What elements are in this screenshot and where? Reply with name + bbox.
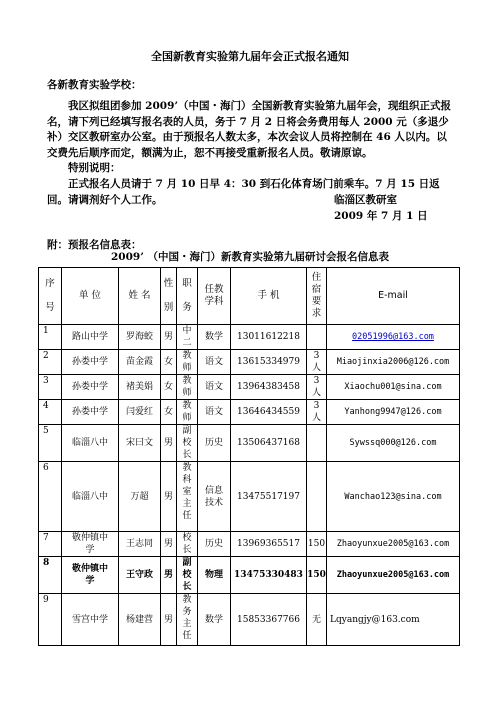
cell-gender: 女 [161, 350, 177, 375]
cell-lodging: 无 [307, 594, 327, 646]
cell-duty: 副 校 长 [177, 425, 198, 462]
cell-phone: 13011612218 [231, 325, 307, 350]
cell-unit: 敬仲镇中 学 [62, 557, 119, 594]
cell-no: 3 [39, 375, 62, 400]
cell-phone: 13506437168 [231, 425, 307, 462]
header-no: 序 号 [39, 268, 62, 325]
cell-unit: 孙娄中学 [62, 375, 119, 400]
cell-no: 5 [39, 425, 62, 462]
cell-phone: 13475330483 [231, 557, 307, 594]
cell-name: 王志同 [119, 532, 161, 557]
cell-subject: 历史 [198, 425, 231, 462]
signature-date: 2009 年 7 月 1 日 [334, 210, 428, 222]
cell-lodging [307, 425, 327, 462]
header-duty: 职 务 [177, 268, 198, 325]
cell-email: Wanchao123@sina.com [327, 462, 460, 532]
cell-subject: 物理 [198, 557, 231, 594]
cell-subject: 数学 [198, 325, 231, 350]
cell-lodging: 150 [307, 557, 327, 594]
cell-phone: 13969365517 [231, 532, 307, 557]
header-unit: 单 位 [62, 268, 119, 325]
cell-name: 苗金霞 [119, 350, 161, 375]
table-row [39, 325, 460, 350]
table-row [39, 375, 460, 400]
header-subject: 任教 学科 [198, 268, 231, 325]
table-header-row [39, 268, 460, 325]
cell-no: 4 [39, 400, 62, 425]
cell-email: Sywssq000@126.com [327, 425, 460, 462]
table-row [39, 350, 460, 375]
cell-name: 万超 [119, 462, 161, 532]
cell-unit: 敬仲镇中 学 [62, 532, 119, 557]
cell-name: 闫爱红 [119, 400, 161, 425]
cell-gender: 男 [161, 462, 177, 532]
cell-subject: 历史 [198, 532, 231, 557]
cell-email: Lqyangjy@163.com [327, 594, 460, 646]
cell-subject: 语文 [198, 400, 231, 425]
cell-name: 王守政 [119, 557, 161, 594]
cell-phone: 13646434559 [231, 400, 307, 425]
cell-lodging: 3 人 [307, 350, 327, 375]
cell-gender: 女 [161, 375, 177, 400]
cell-subject: 数学 [198, 594, 231, 646]
cell-duty: 教 师 [177, 375, 198, 400]
header-gender: 性 别 [161, 268, 177, 325]
cell-email: Yanhong9947@126.com [327, 400, 460, 425]
cell-name: 罗海蛟 [119, 325, 161, 350]
registration-table [38, 267, 460, 646]
cell-email: Zhaoyunxue2005@163.com [327, 532, 460, 557]
cell-phone: 13475517197 [231, 462, 307, 532]
cell-gender: 男 [161, 532, 177, 557]
greeting: 各新教育实验学校： [47, 79, 142, 91]
cell-duty: 中 二 [177, 325, 198, 350]
table-row [39, 532, 460, 557]
cell-duty: 教 师 [177, 350, 198, 375]
table-row [39, 400, 460, 425]
cell-no: 9 [39, 594, 62, 646]
cell-no: 2 [39, 350, 62, 375]
cell-email: Xiaochu001@sina.com [327, 375, 460, 400]
signature-org: 临淄区教研室 [334, 194, 397, 206]
cell-unit: 临淄八中 [62, 425, 119, 462]
cell-duty: 校 长 [177, 532, 198, 557]
table-row [39, 425, 460, 462]
cell-name: 褚美娟 [119, 375, 161, 400]
cell-lodging: 150 [307, 532, 327, 557]
cell-unit: 雪宫中学 [62, 594, 119, 646]
table-row [39, 462, 460, 532]
cell-name: 杨建营 [119, 594, 161, 646]
paragraph-registration: 我区拟组团参加 2009’（中国・海门）全国新教育实验第九届年会，现组织正式报名，请下列已经填写报名表的人员，务于 7 月 2 日将会务费用每人 2000 元（多退少补）交区教研室办公室。由于预报名人数太多，本次会议人员将控制在 46 人以内。以交费先后顺序而定，额满为止，恕不再接受重新报名人员。敬请原谅。 [47, 100, 452, 159]
cell-gender: 女 [161, 400, 177, 425]
cell-no: 8 [39, 557, 62, 594]
cell-duty: 教 科 室 主 任 [177, 462, 198, 532]
table-title: 2009’ （中国・海门）新教育实验第九届研讨会报名信息表 [110, 251, 390, 263]
cell-lodging: 3 人 [307, 400, 327, 425]
cell-unit: 孙娄中学 [62, 400, 119, 425]
notice-title: 全国新教育实验第九届年会正式报名通知 [151, 50, 349, 63]
cell-no: 1 [39, 325, 62, 350]
cell-email: Zhaoyunxue2005@163.com [327, 557, 460, 594]
note-label: 特别说明： [68, 162, 121, 175]
header-email: E-mail [327, 268, 460, 325]
cell-gender: 男 [161, 425, 177, 462]
cell-subject: 语文 [198, 375, 231, 400]
cell-lodging [307, 325, 327, 350]
paragraph-departure: 正式报名人员请于 7 月 10 日早 4：30 到石化体育场门前乘车。7 月 15 日返回。请调剂好个人工作。 [47, 177, 440, 206]
header-name: 姓 名 [119, 268, 161, 325]
cell-email: Miaojinxia2006@126.com [327, 350, 460, 375]
cell-gender: 男 [161, 325, 177, 350]
cell-lodging [307, 462, 327, 532]
cell-name: 宋曰文 [119, 425, 161, 462]
table-row [39, 557, 460, 594]
cell-unit: 孙娄中学 [62, 350, 119, 375]
cell-phone: 15853367766 [231, 594, 307, 646]
cell-gender: 男 [161, 594, 177, 646]
cell-lodging: 3 人 [307, 375, 327, 400]
cell-duty: 副 校 长 [177, 557, 198, 594]
cell-gender: 男 [161, 557, 177, 594]
header-phone: 手 机 [231, 268, 307, 325]
cell-no: 7 [39, 532, 62, 557]
cell-no: 6 [39, 462, 62, 532]
table-row [39, 594, 460, 646]
cell-unit: 临淄八中 [62, 462, 119, 532]
cell-duty: 教 师 [177, 400, 198, 425]
cell-unit: 路山中学 [62, 325, 119, 350]
attachment-label: 附：预报名信息表： [47, 239, 142, 251]
cell-duty: 教 务 主 任 [177, 594, 198, 646]
cell-subject: 信息 技术 [198, 462, 231, 532]
cell-phone: 13964383458 [231, 375, 307, 400]
email-link[interactable]: 02051996@163.com [327, 325, 460, 350]
cell-subject: 语文 [198, 350, 231, 375]
header-lodging: 住 宿 要 求 [307, 268, 327, 325]
cell-phone: 13615334979 [231, 350, 307, 375]
